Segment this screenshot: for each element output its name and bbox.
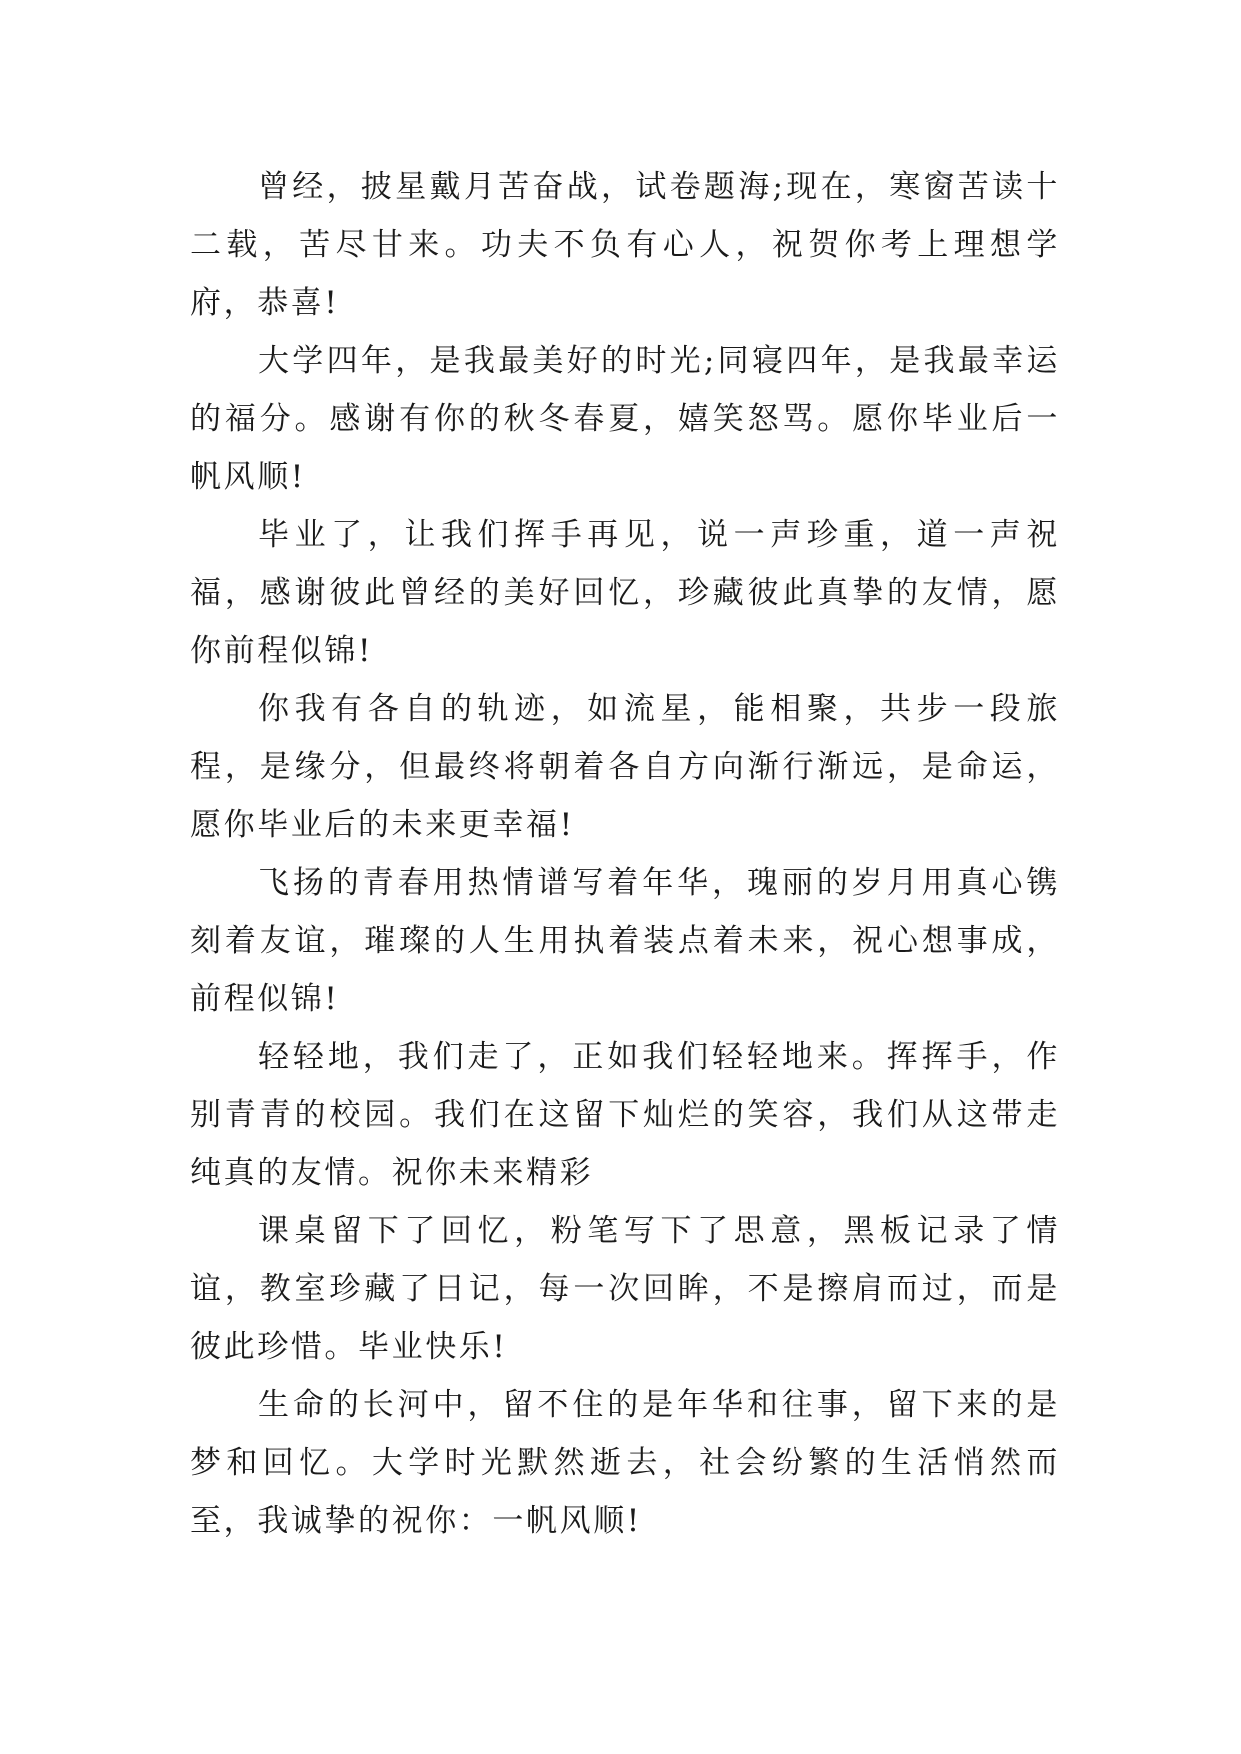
paragraph-6: 轻轻地，我们走了，正如我们轻轻地来。挥挥手，作别青青的校园。我们在这留下灿烂的笑容，我们从这带走纯真的友情。祝你未来精彩 (190, 1039, 1060, 1191)
paragraph-5: 飞扬的青春用热情谱写着年华，瑰丽的岁月用真心镌刻着友谊，璀璨的人生用执着装点着未来，祝心想事成，前程似锦! (190, 865, 1060, 1017)
paragraph-4: 你我有各自的轨迹，如流星，能相聚，共步一段旅程，是缘分，但最终将朝着各自方向渐行渐远，是命运，愿你毕业后的未来更幸福! (190, 691, 1060, 843)
paragraph-2: 大学四年，是我最美好的时光;同寝四年，是我最幸运的福分。感谢有你的秋冬春夏，嬉笑怒骂。愿你毕业后一帆风顺! (190, 343, 1060, 495)
document-body (190, 158, 1060, 1550)
paragraph-3: 毕业了，让我们挥手再见，说一声珍重，道一声祝福，感谢彼此曾经的美好回忆，珍藏彼此真挚的友情，愿你前程似锦! (190, 517, 1060, 669)
paragraph-7: 课桌留下了回忆，粉笔写下了思意，黑板记录了情谊，教室珍藏了日记，每一次回眸，不是擦肩而过，而是彼此珍惜。毕业快乐! (190, 1213, 1060, 1365)
paragraph-1: 曾经，披星戴月苦奋战，试卷题海;现在，寒窗苦读十二载，苦尽甘来。功夫不负有心人，祝贺你考上理想学府，恭喜! (190, 169, 1060, 321)
paragraph-8: 生命的长河中，留不住的是年华和往事，留下来的是梦和回忆。大学时光默然逝去，社会纷繁的生活悄然而至，我诚挚的祝你：一帆风顺! (190, 1387, 1060, 1539)
